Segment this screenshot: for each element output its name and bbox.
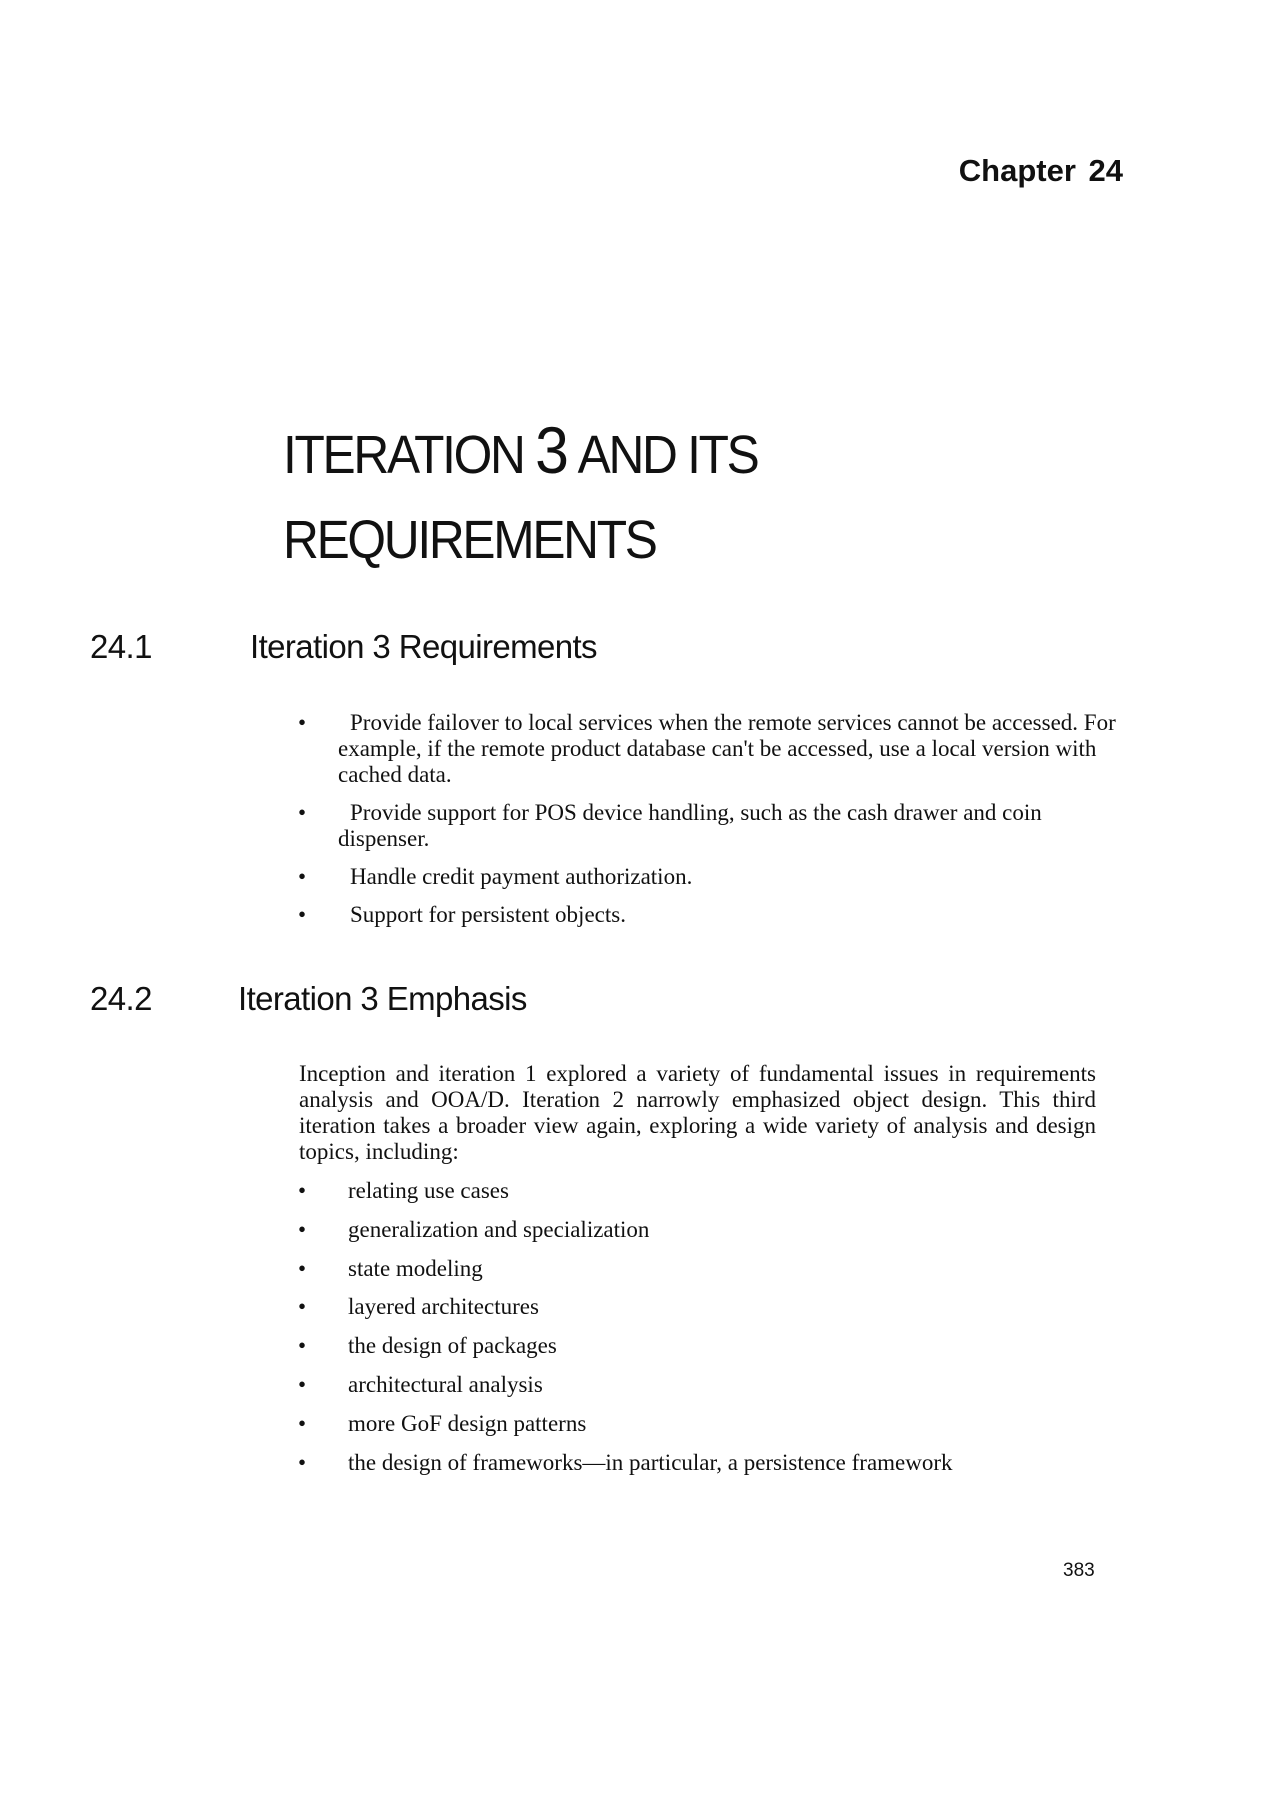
bullet-symbol: • (298, 800, 307, 825)
chapter-label: Chapter 24 (958, 153, 1123, 188)
bullet-symbol: • (298, 1449, 307, 1475)
section-number: 24.1 (90, 628, 152, 665)
list-item (298, 1294, 1118, 1333)
section-number: 24.2 (90, 980, 152, 1017)
chapter-title-line-2: REQUIREMENTS (283, 510, 656, 570)
list-item (298, 1450, 1118, 1489)
list-item-text: more GoF design patterns (348, 1410, 587, 1436)
bullet-symbol: • (298, 864, 307, 889)
bullet-symbol: • (298, 1371, 307, 1397)
bullet-symbol: • (298, 902, 307, 927)
list-item-text: Provide failover to local services when the remote services cannot be accessed. For example, if the remote product database can't be accessed, use a local version with cached data. (338, 710, 1116, 787)
bullet-symbol: • (298, 1178, 307, 1203)
page-number: 383 (1063, 1560, 1095, 1581)
list-item-text: relating use cases (348, 1178, 509, 1203)
list-item (298, 902, 1118, 928)
bullet-symbol: • (298, 1333, 307, 1359)
section-title: Iteration 3 Emphasis (238, 980, 527, 1017)
section-heading-24-2 (90, 980, 527, 1018)
list-item-text: the design of frameworks—in particular, a persistence framework (348, 1449, 953, 1475)
section-paragraph: Inception and iteration 1 explored a variety of fundamental issues in requirements analysis and OOA/D. Iteration 2 narrowly emphasized object design. This third iteration takes a broader view again, exploring a wide variety of analysis and design topics, including: (299, 1061, 1096, 1164)
section-title: Iteration 3 Requirements (250, 628, 597, 665)
list-item-text: Provide support for POS device handling, such as the cash drawer and coin dispenser. (338, 800, 1042, 851)
list-item (298, 864, 1118, 890)
bullet-symbol: • (298, 1255, 307, 1281)
chapter-title-part: AND ITS (568, 425, 758, 485)
bullet-symbol: • (298, 1410, 307, 1436)
list-item (298, 1333, 1118, 1372)
list-item (298, 800, 1118, 852)
list-item (298, 1372, 1118, 1411)
list-item (298, 710, 1118, 788)
list-item-text: state modeling (348, 1255, 483, 1281)
bullet-symbol: • (298, 1294, 307, 1320)
list-item (298, 1411, 1118, 1450)
list-item (298, 1256, 1118, 1295)
list-item (298, 1217, 1118, 1256)
chapter-title-number: 3 (535, 413, 569, 487)
bullet-symbol: • (298, 1216, 307, 1242)
list-item-text: generalization and specialization (348, 1216, 650, 1242)
list-item (298, 1178, 1118, 1217)
list-item-text: the design of packages (348, 1333, 557, 1359)
chapter-title (283, 408, 758, 583)
requirements-list (298, 710, 1118, 940)
list-item-text: Support for persistent objects. (350, 902, 626, 927)
list-item-text: layered architectures (348, 1294, 539, 1320)
chapter-title-part: ITERATION (283, 425, 536, 485)
chapter-title-line-1 (283, 408, 758, 498)
topics-list (298, 1178, 1118, 1488)
section-heading-24-1 (90, 628, 597, 666)
list-item-text: Handle credit payment authorization. (350, 864, 693, 889)
list-item-text: architectural analysis (348, 1371, 543, 1397)
bullet-symbol: • (298, 710, 307, 735)
